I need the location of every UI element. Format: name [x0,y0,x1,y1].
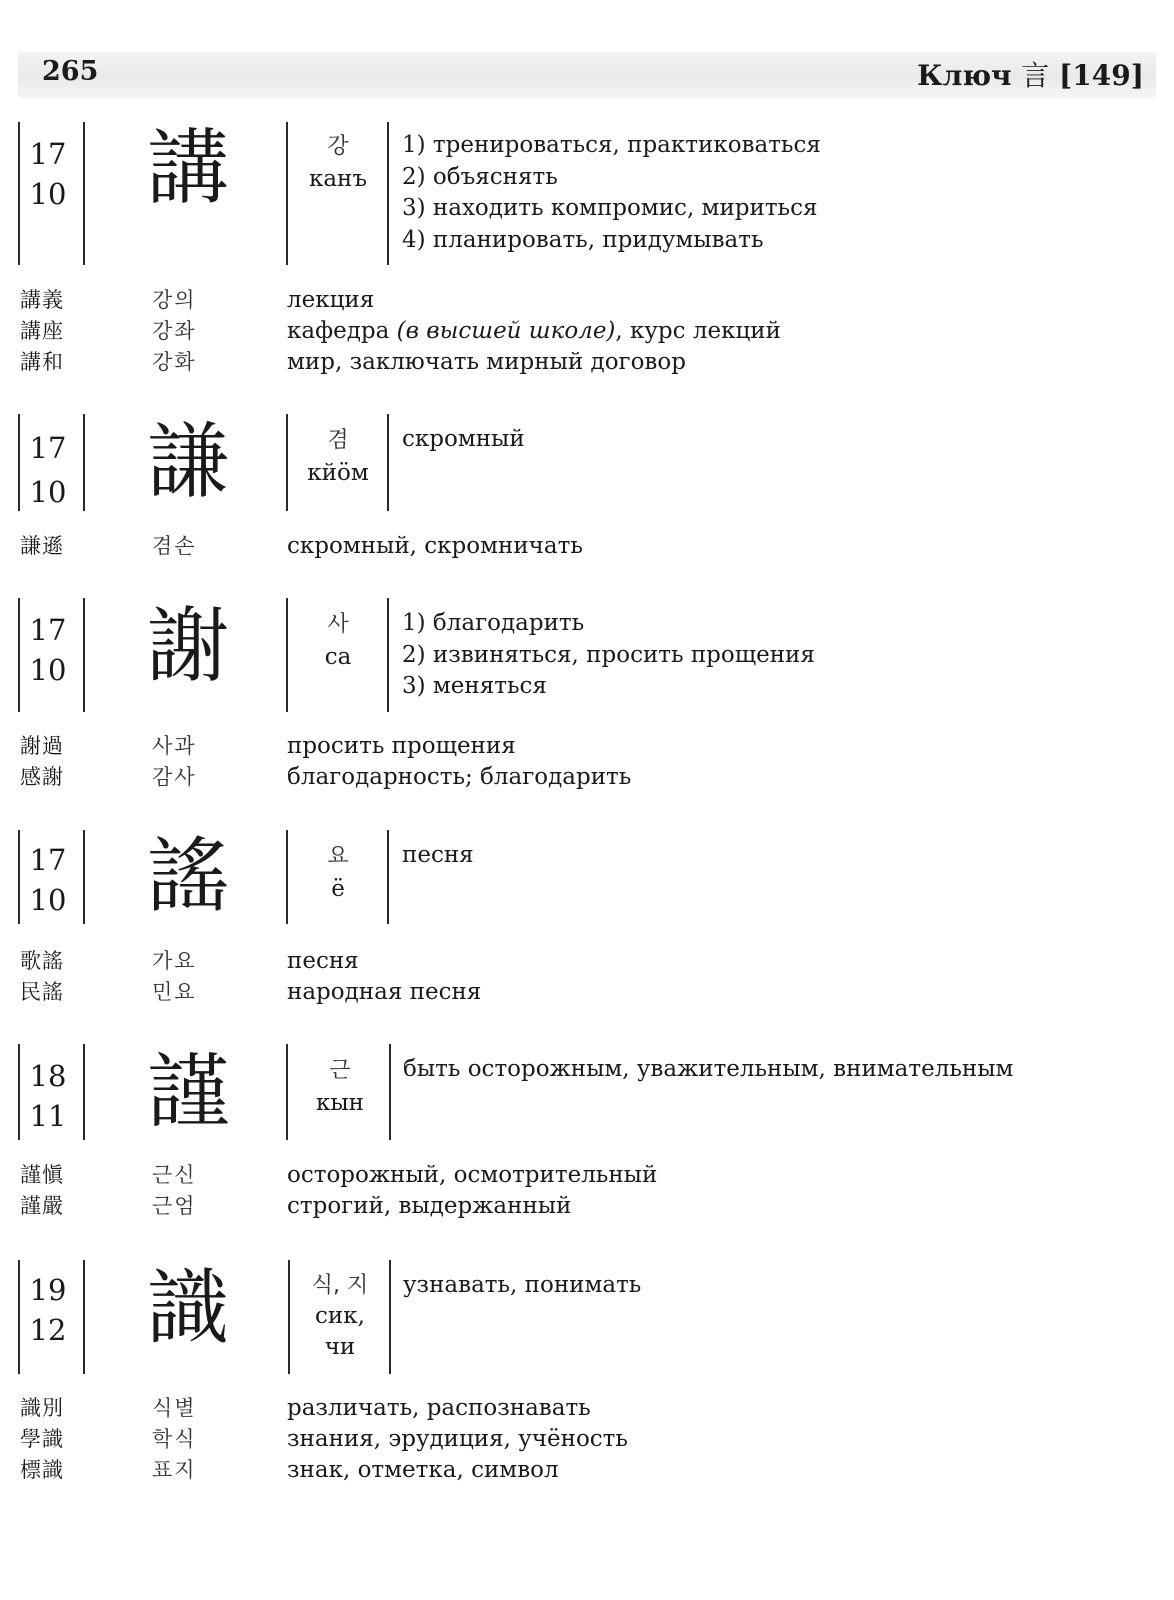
headword-hanja: 識 [146,1261,229,1356]
compound-hanja: 謝過 [20,734,64,758]
compound-hanja: 標識 [20,1458,64,1482]
entry-strokes-rule [83,414,85,511]
stroke-extra: 10 [29,883,67,917]
compound-meaning: благодарность; благодарить [287,764,632,790]
meaning-item: быть осторожным, уважительным, внимательным [403,1056,1014,1082]
entry-strokes-rule [83,1044,85,1140]
compound-hanja: 講義 [20,288,64,312]
compound-meaning: осторожный, осмотрительный [287,1162,658,1188]
compound-hanja: 歌謠 [20,949,64,973]
compound-hanja: 感謝 [20,765,64,789]
compound-hanja: 謹嚴 [20,1194,64,1218]
compound-meaning-note: (в высшей школе) [396,318,616,344]
meaning-item: узнавать, понимать [403,1272,642,1298]
compound-hangul: 겸손 [152,534,197,558]
meaning-item: 2) извиняться, просить прощения [402,641,815,668]
compound-hangul: 표지 [152,1458,197,1482]
compound-hangul: 학식 [152,1427,197,1451]
running-head-label: Ключ [917,59,1012,92]
entry-strokes-rule [83,1260,85,1374]
compound-meaning-main: кафедра [287,318,397,344]
compound-hangul: 강좌 [152,319,197,343]
entry-reading-right-rule [387,414,389,511]
reading-hangul: 요 [327,844,349,869]
stroke-total: 17 [29,613,67,647]
entry-reading-right-rule [387,122,389,265]
entry-strokes-rule [83,122,85,265]
meanings [402,424,1162,456]
stroke-counts [18,1056,78,1136]
headword-hanja: 謙 [146,415,229,510]
reading-hangul: 근 [329,1058,351,1083]
entry-sik [0,1260,1174,1376]
compound-hangul: 근신 [152,1163,197,1187]
compound-row [0,1424,1174,1455]
entry-reading-right-rule [387,830,389,924]
radical-index: [149] [1059,59,1144,92]
compound-meaning-rest: , курс лекций [615,318,781,344]
entry-reading-right-rule [387,598,389,712]
stroke-counts [18,610,78,690]
compound-hanja: 學識 [20,1427,64,1451]
stroke-total: 17 [29,843,67,877]
compound-meaning: строгий, выдержанный [287,1193,572,1219]
compound-hangul: 사과 [152,734,197,758]
reading-translit: ё [331,876,345,902]
reading [290,1054,390,1120]
compound-hangul: 근엄 [152,1194,197,1218]
headword-hanja: 謠 [146,829,229,924]
compound-meaning: скромный, скромничать [287,533,583,559]
meaning-item: 2) объяснять [402,163,558,190]
stroke-extra: 11 [29,1099,67,1133]
entry-strokes-rule [83,598,85,712]
reading [288,130,388,196]
meaning-item: скромный [402,426,525,452]
compound-hanja: 講座 [20,319,64,343]
compound-meaning: просить прощения [287,733,516,759]
compound-hangul: 감사 [152,765,197,789]
stroke-extra: 12 [29,1313,67,1347]
compound-row [0,731,1174,762]
compound-hanja: 謙遜 [20,534,64,558]
stroke-extra: 10 [29,475,67,509]
stroke-counts [18,426,78,514]
entry-kyn [0,1044,1174,1142]
reading-translit: канъ [308,166,368,192]
stroke-extra: 10 [29,653,67,687]
reading-translit: чи [324,1334,356,1360]
reading [288,424,388,490]
reading-translit: кйӧм [307,460,369,486]
compound-row [0,1160,1174,1191]
compound-hanja: 民謠 [20,980,64,1004]
compound-row [0,946,1174,977]
compound-meaning: мир, заключать мирный договор [287,349,686,375]
stroke-counts [18,134,78,214]
entry-sa [0,598,1174,714]
compound-row [0,1455,1174,1486]
compound-row [0,977,1174,1008]
compound-meaning: песня [287,948,359,974]
reading-hangul: 강 [327,134,349,159]
compound-hanja: 謹愼 [20,1163,64,1187]
meaning-item: 1) благодарить [402,610,585,636]
compound-hanja: 識別 [20,1396,64,1420]
compound-hangul: 가요 [152,949,197,973]
entry-strokes-rule [83,830,85,924]
stroke-total: 17 [29,137,67,171]
compound-row [0,531,1174,562]
compound-row [0,762,1174,793]
entry-kyom [0,414,1174,514]
compound-hangul: 식별 [152,1396,197,1420]
compound-row [0,1191,1174,1222]
reading-hangul: 겸 [327,428,349,453]
reading-translit: сик, [315,1303,365,1329]
reading [290,1270,390,1363]
meaning-item: 4) планировать, придумывать [402,226,764,253]
compound-meaning: знания, эрудиция, учёность [287,1426,628,1452]
stroke-total: 18 [29,1059,67,1093]
compound-hangul: 민요 [152,980,197,1004]
compound-meaning: знак, отметка, символ [287,1457,559,1483]
meanings [402,608,1162,703]
compound-meaning: лекция [287,287,375,313]
meanings [403,1054,1163,1086]
compound-meaning: различать, распознавать [287,1395,591,1421]
compound-meaning [287,316,781,347]
meanings [402,840,1162,872]
meaning-item: 1) тренироваться, практиковаться [402,132,821,158]
meaning-item: 3) меняться [402,673,547,699]
reading [288,840,388,906]
compound-hangul: 강의 [152,288,197,312]
running-head [917,54,1144,94]
reading-translit: кын [315,1090,364,1116]
reading-translit: са [324,644,352,670]
compound-hangul: 강화 [152,350,197,374]
compound-row [0,1393,1174,1424]
compound-row [0,316,1174,347]
headword-hanja: 謹 [146,1045,229,1140]
stroke-total: 17 [29,431,67,465]
headword-hanja: 講 [146,121,229,216]
page-number: 265 [42,56,99,87]
compound-hanja: 講和 [20,350,64,374]
headword-hanja: 謝 [146,599,229,694]
compound-row [0,347,1174,378]
compound-meaning: народная песня [287,979,482,1005]
stroke-counts [18,1270,78,1350]
reading-hangul: 식, 지 [311,1273,369,1298]
meanings [403,1270,1163,1302]
radical-character: 言 [1021,59,1050,92]
stroke-extra: 10 [29,177,67,211]
entry-yo [0,830,1174,926]
meanings [402,130,1162,256]
entry-reading-right-rule [389,1044,391,1140]
stroke-counts [18,840,78,920]
reading-hangul: 사 [327,612,349,637]
meaning-item: 3) находить компромис, мириться [402,195,818,221]
meaning-item: песня [402,842,474,868]
entry-reading-right-rule [389,1260,391,1374]
compound-row [0,285,1174,316]
entry-kang [0,122,1174,267]
entry-reading-left-rule [286,1044,288,1140]
reading [288,608,388,674]
stroke-total: 19 [29,1273,67,1307]
